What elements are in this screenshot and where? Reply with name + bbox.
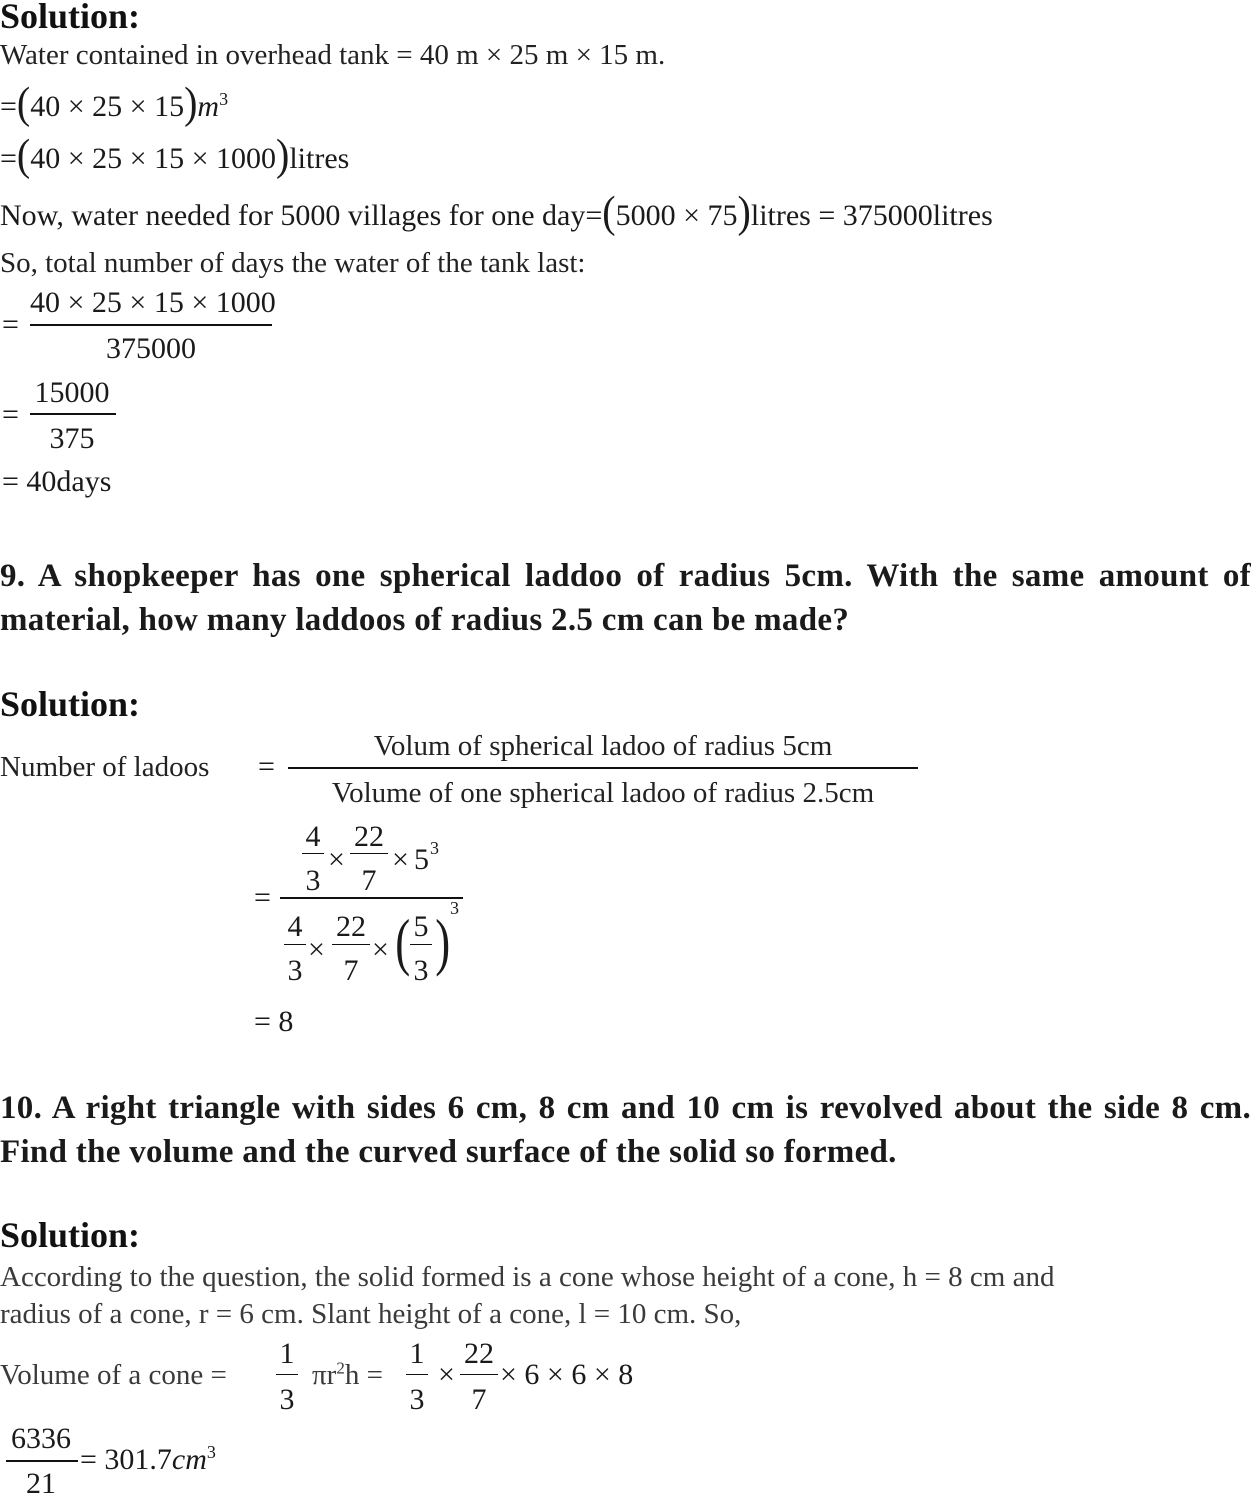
days-question-line: So, total number of days the water of the tank last: [0,247,586,279]
equals-sign: = [0,90,17,123]
fraction2-denominator: 375 [49,422,95,455]
one: 1 [279,1337,295,1370]
num-4: 4 [287,910,303,943]
litres-expression: 40 × 25 × 15 × 1000 [30,142,277,175]
unit-m: m [197,90,220,123]
equals-sign: = [2,308,19,341]
fraction2-numerator: 15000 [34,376,110,409]
water-needed-result: litres = 375000litres [750,199,993,232]
volume-tail: × 6 × 6 × 8 [500,1358,634,1391]
times-sign: × [328,843,345,876]
pi-r-squared-h [312,1358,383,1392]
compound-fraction-bar [280,897,463,899]
solid-description-line1: According to the question, the solid formed is a cone whose height of a cone, h = 8 cm and [0,1261,1055,1293]
right-paren: ) [435,906,451,977]
water-needed-expr: 5000 × 75 [615,199,738,232]
h-equals: h = [344,1359,383,1391]
equals-sign: = [254,881,271,914]
equals-sign: = [2,398,19,431]
volume-cubic-meters: $=(40 \times 25 \times 15)m^3$ [0,77,229,128]
three: 3 [279,1383,295,1416]
den-3: 3 [413,954,429,987]
num-4-3-bar [302,853,324,854]
number-of-ladoos-label: Number of ladoos [0,751,210,783]
fraction1-denominator: 375000 [106,332,196,365]
cube-exponent: 3 [219,89,229,109]
one-third-bar-2 [406,1374,428,1375]
volume-cone-label: Volume of a cone = [0,1359,227,1391]
volume-fraction-numerator: 6336 [11,1422,71,1455]
three: 3 [409,1383,425,1416]
equals-sign: = [258,750,275,783]
one-third-bar [276,1374,298,1375]
fraction1-bar [30,324,272,326]
ratio-denominator: Volume of one spherical ladoo of radius 2.5cm [331,777,875,809]
ratio-bar [288,767,918,769]
volume-result [80,1443,216,1477]
exponent-3: 3 [450,898,459,918]
times-sign: × [308,933,325,966]
fraction2-bar [30,413,116,415]
den-7: 7 [471,1383,487,1416]
volume-litres: =(40 × 25 × 15 × 1000)litres [0,129,350,180]
den-7: 7 [343,954,359,987]
volume-fraction-bar [6,1460,78,1462]
unit-litres: litres [289,142,350,175]
volume-expression: 40 × 25 × 15 [30,90,185,123]
den-5-3-bar [410,944,432,945]
num-22: 22 [354,820,384,853]
ladoos-result: = 8 [254,1005,294,1038]
solution-heading-1: Solution: [0,0,141,36]
equals-sign: = [0,142,17,175]
den-3: 3 [305,864,321,897]
solution-heading-2: Solution: [0,684,141,724]
question-10: 10. A right triangle with sides 6 cm, 8 cm and 10 cm is revolved about the side 8 cm. Find the volume and the curved surface of the solid so formed. [0,1090,1251,1170]
volume-fraction-denominator: 21 [26,1467,56,1500]
num-5: 5 [413,910,429,943]
volume-value: = 301.7 [80,1443,172,1476]
left-paren: ( [395,906,411,977]
fraction1-numerator: 40 × 25 × 15 × 1000 [30,286,276,319]
water-needed-line: Now, water needed for 5000 villages for one day=(5000 × 75)litres = 375000litres [0,186,993,237]
unit-cm: cm [171,1443,207,1476]
ratio-numerator: Volum of spherical ladoo of radius 5cm [373,730,833,762]
times-sign: × [372,933,389,966]
solid-description-line2: radius of a cone, r = 6 cm. Slant height of a cone, l = 10 cm. So, [0,1298,742,1330]
days-result: = 40days [2,465,112,498]
den-4-3-bar [284,944,306,945]
num-4: 4 [305,820,321,853]
one: 1 [409,1337,425,1370]
cube-exponent: 3 [206,1442,216,1462]
tank-volume-line: Water contained in overhead tank = 40 m × 25 m × 15 m. [0,39,666,71]
den-7: 7 [361,864,377,897]
exponent-3: 3 [430,838,439,858]
num-22-7-bar [350,853,388,854]
num-22: 22 [464,1337,494,1370]
num-22: 22 [336,910,366,943]
times-sign: × [438,1358,455,1391]
den-22-7-bar [332,944,370,945]
square-exponent: 2 [336,1358,345,1378]
base-5: 5 [414,843,429,876]
water-needed-text: Now, water needed for 5000 villages for one day= [0,199,603,232]
solution-heading-3: Solution: [0,1215,141,1255]
twentytwo-seventh-bar [460,1374,498,1375]
den-3: 3 [287,954,303,987]
pi-r: πr [312,1359,337,1391]
times-sign: × [392,843,409,876]
question-9: 9. A shopkeeper has one spherical laddoo of radius 5cm. With the same amount of material, how many laddoos of radius 2.5 cm can be made? [0,558,1251,638]
